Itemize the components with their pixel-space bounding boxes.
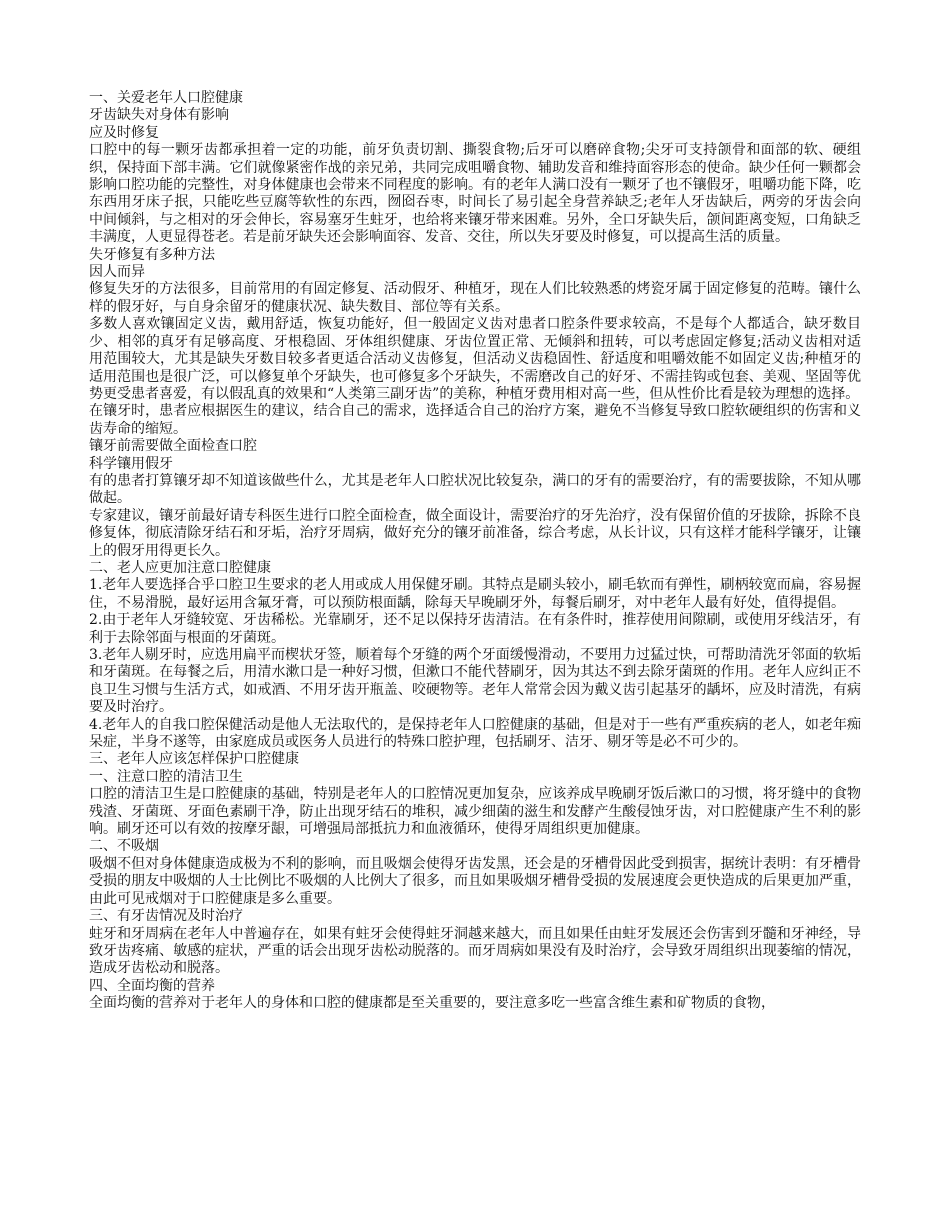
section-heading: 一、关爱老年人口腔健康 [89, 90, 243, 106]
paragraph: 有的患者打算镶牙却不知道该做些什么，尤其是老年人口腔状况比较复杂，满口的牙有的需要治疗，有的需要拔除，不知从哪做起。 [89, 472, 861, 507]
subheading: 失牙修复有多种方法 [89, 246, 215, 263]
paragraph: 全面均衡的营养对于老年人的身体和口腔的健康都是至关重要的，要注意多吃一些富含维生素和矿物质的食物， [89, 995, 775, 1012]
subheading: 牙齿缺失对身体有影响 [89, 107, 229, 124]
subheading: 三、有牙齿情况及时治疗 [89, 908, 243, 925]
subheading: 四、全面均衡的营养 [89, 977, 215, 994]
paragraph: 口腔中的每一颗牙齿都承担着一定的功能，前牙负责切割、撕裂食物;后牙可以磨碎食物;尖牙可支持颌骨和面部的软、硬组织，保持面下部丰满。它们就像紧密作战的亲兄弟，共同完成咀嚼食物、辅助发音和维持面容形态的使命。缺少任何一颗都会影响口腔功能的完整性，对身体健康也会带来不同程度的影响。有的老年人满口没有一颗牙了也不镶假牙，咀嚼功能下降，吃东西用牙床子抿，只能吃些豆腐等软性的东西，囫囵吞枣，时间长了易引起全身营养缺乏;老年人牙齿缺后，两旁的牙齿会向中间倾斜，与之相对的牙会伸长，容易塞牙生蛀牙，也给将来镶牙带来困难。另外，全口牙缺失后，颌间距离变短，口角缺乏丰满度，人更显得苍老。若是前牙缺失还会影响面容、发音、交往，所以失牙要及时修复，可以提高生活的质量。 [89, 142, 861, 246]
list-item: 4.老年人的自我口腔保健活动是他人无法取代的，是保持老年人口腔健康的基础，但是对于一些有严重疾病的老人，如老年痴呆症，半身不遂等，由家庭成员或医务人员进行的特殊口腔护理，包括刷牙、洁牙、剔牙等是必不可少的。 [89, 716, 861, 751]
paragraph: 专家建议，镶牙前最好请专科医生进行口腔全面检查，做全面设计，需要治疗的牙先治疗，没有保留价值的牙拔除，拆除不良修复体，彻底清除牙结石和牙垢，治疗牙周病，做好充分的镶牙前准备，综合考虑，从长计议，只有这样才能科学镶牙，让镶上的假牙用得更长久。 [89, 507, 861, 559]
section-heading: 三、老年人应该怎样保护口腔健康 [89, 751, 299, 768]
paragraph: 口腔的清洁卫生是口腔健康的基础，特别是老年人的口腔情况更加复杂，应该养成早晚刷牙饭后漱口的习惯，将牙缝中的食物残渣、牙菌斑、牙面色素刷干净，防止出现牙结石的堆积，减少细菌的滋生和发酵产生酸侵蚀牙齿，对口腔健康产生不利的影响。刷牙还可以有效的按摩牙龈，可增强局部抵抗力和血液循环，使得牙周组织更加健康。 [89, 786, 861, 838]
paragraph: 修复失牙的方法很多，目前常用的有固定修复、活动假牙、种植牙，现在人们比较熟悉的烤瓷牙属于固定修复的范畴。镶什么样的假牙好，与自身余留牙的健康状况、缺失数目、部位等有关系。 [89, 281, 861, 315]
subheading: 二、不吸烟 [89, 838, 159, 855]
subheading: 因人而异 [89, 264, 145, 281]
list-item: 1.老年人要选择合乎口腔卫生要求的老人用或成人用保健牙刷。其特点是刷头较小，刷毛软而有弹性，刷柄较宽而扁，容易握住，不易滑脱，最好运用含氟牙膏，可以预防根面龋，除每天早晚刷牙外，每餐后刷牙，对中老年人最有好处，值得提倡。 [89, 577, 861, 611]
list-item: 2.由于老年人牙缝较宽、牙齿稀松。光靠刷牙，还不足以保持牙齿清洁。在有条件时，推荐使用间隙刷，或使用牙线洁牙，有利于去除邻面与根面的牙菌斑。 [89, 612, 861, 646]
paragraph: 蛀牙和牙周病在老年人中普遍存在，如果有蛀牙会使得蛀牙洞越来越大，而且如果任由蛀牙发展还会伤害到牙髓和牙神经，导致牙齿疼痛、敏感的症状，严重的话会出现牙齿松动脱落的。而牙周病如果没有及时治疗，会导致牙周组织出现萎缩的情况，造成牙齿松动和脱落。 [89, 925, 861, 977]
paragraph: 吸烟不但对身体健康造成极为不利的影响，而且吸烟会使得牙齿发黑，还会是的牙槽骨因此受到损害，据统计表明：有牙槽骨受损的朋友中吸烟的人士比例比不吸烟的人比例大了很多，而且如果吸烟牙槽骨受损的发展速度会更快造成的后果更加严重，由此可见戒烟对于口腔健康是多么重要。 [89, 855, 861, 907]
document-body [89, 90, 861, 1013]
subheading: 镶牙前需要做全面检查口腔 [89, 438, 257, 455]
subheading: 应及时修复 [89, 124, 159, 141]
paragraph: 多数人喜欢镶固定义齿，戴用舒适，恢复功能好，但一般固定义齿对患者口腔条件要求较高，不是每个人都适合，缺牙数目少、相邻的真牙有足够高度、牙根稳固、牙体组织健康、牙齿位置正常、无倾斜和扭转，可以考虑固定修复;活动义齿相对适用范围较大，尤其是缺失牙数目较多者更适合活动义齿修复，但活动义齿稳固性、舒适度和咀嚼效能不如固定义齿;种植牙的适用范围也是很广泛，可以修复单个牙缺失，也可修复多个牙缺失，不需磨改自己的好牙、不需挂钩或包套、美观、坚固等优势更受患者喜爱，有以假乱真的效果和“人类第三副牙齿”的美称，种植牙费用相对高一些，但从性价比看是较为理想的选择。 [89, 316, 861, 402]
section-heading: 二、老人应更加注意口腔健康 [89, 559, 271, 576]
subheading: 科学镶用假牙 [89, 455, 173, 472]
paragraph: 在镶牙时，患者应根据医生的建议，结合自己的需求，选择适合自己的治疗方案，避免不当修复导致口腔软硬组织的伤害和义齿寿命的缩短。 [89, 403, 861, 437]
subheading: 一、注意口腔的清洁卫生 [89, 768, 243, 785]
list-item: 3.老年人剔牙时，应选用扁平而楔状牙签，顺着每个牙缝的两个牙面缓慢滑动，不要用力过猛过快，可帮助清洗牙邻面的软垢和牙菌斑。在每餐之后，用清水漱口是一种好习惯，但漱口不能代替刷牙，因为其达不到去除牙菌斑的作用。老年人应纠正不良卫生习惯与生活方式，如戒酒、不用牙齿开瓶盖、咬硬物等。老年人常常会因为戴义齿引起基牙的龋坏，应及时清洗，有病要及时治疗。 [89, 647, 861, 716]
